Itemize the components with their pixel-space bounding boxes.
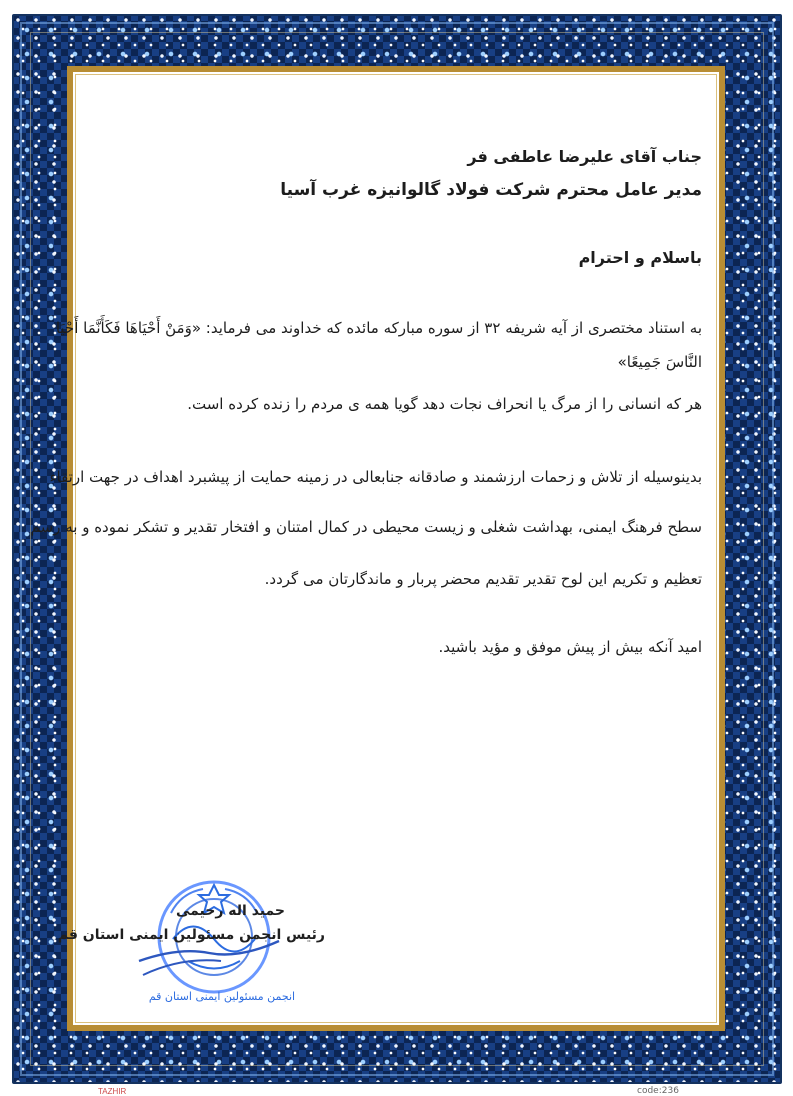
paragraph-line-3: هر که انسانی را از مرگ یا انحراف نجات دهد گویا همه ی مردم را زنده کرده است. — [187, 395, 702, 413]
company-line: مدیر عامل محترم شرکت فولاد گالوانیزه غرب آسیا — [280, 180, 702, 200]
signer-title: رئیس انجمن مسئولین ایمنی استان قم — [57, 927, 325, 943]
greeting-line: باسلام و احترام — [578, 248, 702, 267]
document-code: code:236 — [637, 1086, 679, 1096]
paragraph-line-2: النَّاسَ جَمِيعًا» — [617, 353, 702, 371]
recipient-line: جناب آقای علیرضا عاطفی فر — [467, 147, 702, 166]
signature-block — [57, 900, 325, 952]
paragraph-line-5: سطح فرهنگ ایمنی، بهداشت شغلی و زیست محیطی در کمال امتنان و افتخار تقدیر و تشکر نموده و به رسم — [30, 518, 702, 536]
paragraph-line-1: به استناد مختصری از آیه شریفه ۳۲ از سوره مبارکه مائده که خداوند می فرماید: «وَمَنْ أَحْيَاهَا فَكَأَنَّمَا أَحْيَا — [55, 319, 702, 337]
signer-name: حمید اله رحیمی — [176, 903, 285, 919]
closing-line: امید آنکه بیش از پیش موفق و مؤید باشید. — [438, 638, 702, 656]
stamp-caption: انجمن مسئولین ایمنی استان قم — [148, 990, 296, 1003]
left-footer-mark: TAZHIR — [98, 1087, 127, 1096]
paragraph-line-4: بدینوسیله از تلاش و زحمات ارزشمند و صادقانه جنابعالی در زمینه حمایت از پیشبرد اهداف در جهت ارتقاء — [49, 468, 702, 486]
paragraph-line-6: تعظیم و تکریم این لوح تقدیر تقدیم محضر پربار و ماندگارتان می گردد. — [264, 570, 702, 588]
letter-content — [30, 126, 702, 726]
